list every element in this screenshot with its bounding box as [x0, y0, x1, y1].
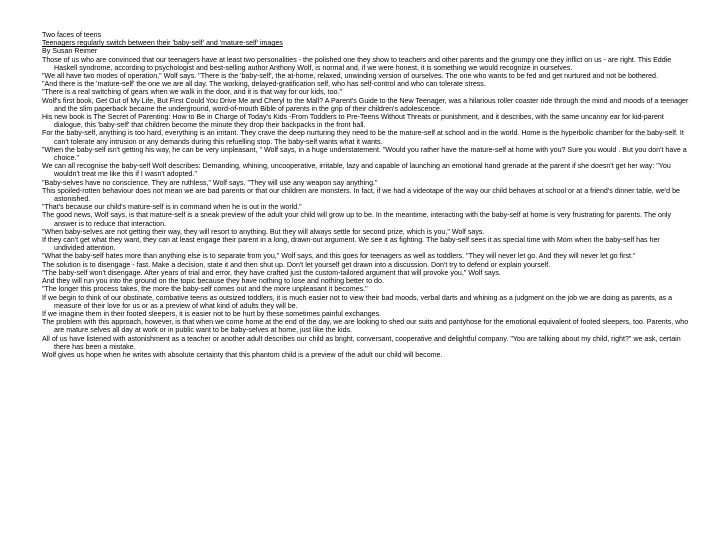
paragraph: Wolf gives us hope when he writes with absolute certainty that this phantom child is a preview of the adult our child will become. [42, 350, 443, 359]
paragraph: If they can't get what they want, they can at least engage their parent in a long, drawn-out argument. We see it as fighting. The baby-self sees it as special time with Mom when the baby-self has her undivided attention. [42, 236, 660, 253]
paragraph: "When baby-selves are not getting their way, they will resort to anything. But they will always settle for second prize, which is you," Wolf says. [42, 227, 485, 236]
paragraph: "What the baby-self hates more than anything else is to separate from you," Wolf says, and this goes for teenagers as well as toddlers. "They will never let go. And they will never let go first." [42, 252, 636, 261]
paragraph: The good news, Wolf says, is that mature-self is a sneak preview of the adult your child will grow up to be. In the meantime, interacting with the baby-self at home is very frustrating for parents. The only answer is to reduce that interaction. [42, 211, 672, 228]
paragraph: The solution is to disengage - fast. Make a decision, state it and then shut up. Don't let yourself get drawn into a discussion. Don't try to defend or explain yourself. [42, 260, 551, 269]
paragraph: We can all recognise the baby-self Wolf describes: Demanding, whining, uncooperative, irritable, lazy and capable of launching an emotional hand grenade at the parent if she doesn't get her way: "You wouldn't treat me like this if I wasn't adopted." [42, 162, 671, 179]
paragraph: His new book is The Secret of Parenting: How to Be in Charge of Today's Kids -From Toddlers to Pre-Teens Without Threats or punishment, and it describes, with the same uncanny ear for kid-parent dialogue, this 'baby-self' that children become the minute they drop their backpacks in the front hall. [42, 113, 664, 130]
paragraph: "Baby-selves have no conscience. They are ruthless," Wolf says. "They will use any weapon say anything." [42, 178, 378, 187]
paragraph: All of us have listened with astonishment as a teacher or another adult describes our child as bright, conversant, cooperative and delightful company. "You are talking about my child, right?" we ask, certain there has been a mistake. [42, 334, 681, 351]
paragraph: Those of us who are convinced that our teenagers have at least two personalities - the polished one they show to teachers and other parents and the grumpy one they inflict on us - are right. This Eddie Haskell syndrome, according to psychologist and best-selling author Anthony Wolf, is normal and, if we were honest, it is something we would recognize in ourselves. [42, 55, 672, 72]
paragraph: If we imagine them in their footed sleepers, it is easier not to be hurt by these sometimes painful exchanges. [42, 309, 382, 318]
document-title: Two faces of teens [42, 31, 102, 39]
paragraph: "The longer this process takes, the more the baby-self comes out and the more unpleasant it becomes." [42, 285, 368, 294]
paragraph: "There is a real switching of gears when we walk in the door, and it is that way for our kids, too." [42, 88, 342, 97]
paragraph: "When the baby-self isn't getting his way, he can be very unpleasant, " Wolf says, in a huge understatement. "Would you rather have the mature-self at home with you? Sure you would . But you don't have a choice." [42, 145, 687, 163]
paragraph: The problem with this approach, however, is that when we come home at the end of the day, we are looking to shed our suits and pantyhose for the emotional equivalent of footed sleepers, too. Parents, who are mature selves all day at work or in public want to be baby-selves at home, just like the kids. [42, 318, 689, 335]
paragraph: "The baby-self won't disengage. After years of trial and error, they have crafted just the custom-tailored argument that will provoke you," Wolf says. [42, 268, 501, 277]
paragraph: "We all have two modes of operation," Wolf says. "There is the 'baby-self', the at-home, relaxed, unwinding version of ourselves. The one who wants to be fed and get nurtured and not be bothered. [42, 72, 658, 81]
paragraph: If we begin to think of our obstinate, combative teens as outsized toddlers, it is much easier not to view their bad moods, verbal darts and whining as a judgment on the job we are doing as parents, as a measure of their love for us or as a preview of what kind of adults they will be. [42, 293, 673, 310]
paragraph: Wolf's first book, Get Out of My Life, But First Could You Drive Me and Cheryl to the Mall? A Parent's Guide to the New Teenager, was a hilarious roller coaster ride through the mind and moods of a teenager and the slim paperback became the underground, word-of-mouth Bible of parents in the grip of their children's adolescence. [42, 96, 689, 113]
document-body [42, 56, 690, 360]
paragraph: And they will run you into the ground on the topic because they have nothing to lose and nothing better to do. [42, 277, 384, 286]
paragraph: "That's because our child's mature-self is in command when he is out in the world." [42, 203, 302, 212]
document-headline: Teenagers regularly switch between their 'baby-self' and 'mature-self' images [42, 39, 283, 48]
paragraph: "And there is the 'mature-self' the one we are all day. The working, delayed-gratification self, who has self-control and who can tolerate stress. [42, 80, 486, 89]
document-byline: By Susan Reimer [42, 47, 98, 56]
paragraph: For the baby-self, anything is too hard, everything is an irritant. They crave the deep nurturing they need to be the mature-self at school and in the world. Home is the hyperbolic chamber for the baby-self. It can't tolerate any intrusion or any demands during this refuelling stop. The baby-self wants what it wants. [42, 129, 684, 146]
paragraph: This spoiled-rotten behaviour does not mean we are bad parents or that our children are monsters. In fact, if we had a videotape of the way our child behaves at school or at a friend's dinner table, we'd be astonished. [42, 186, 680, 204]
